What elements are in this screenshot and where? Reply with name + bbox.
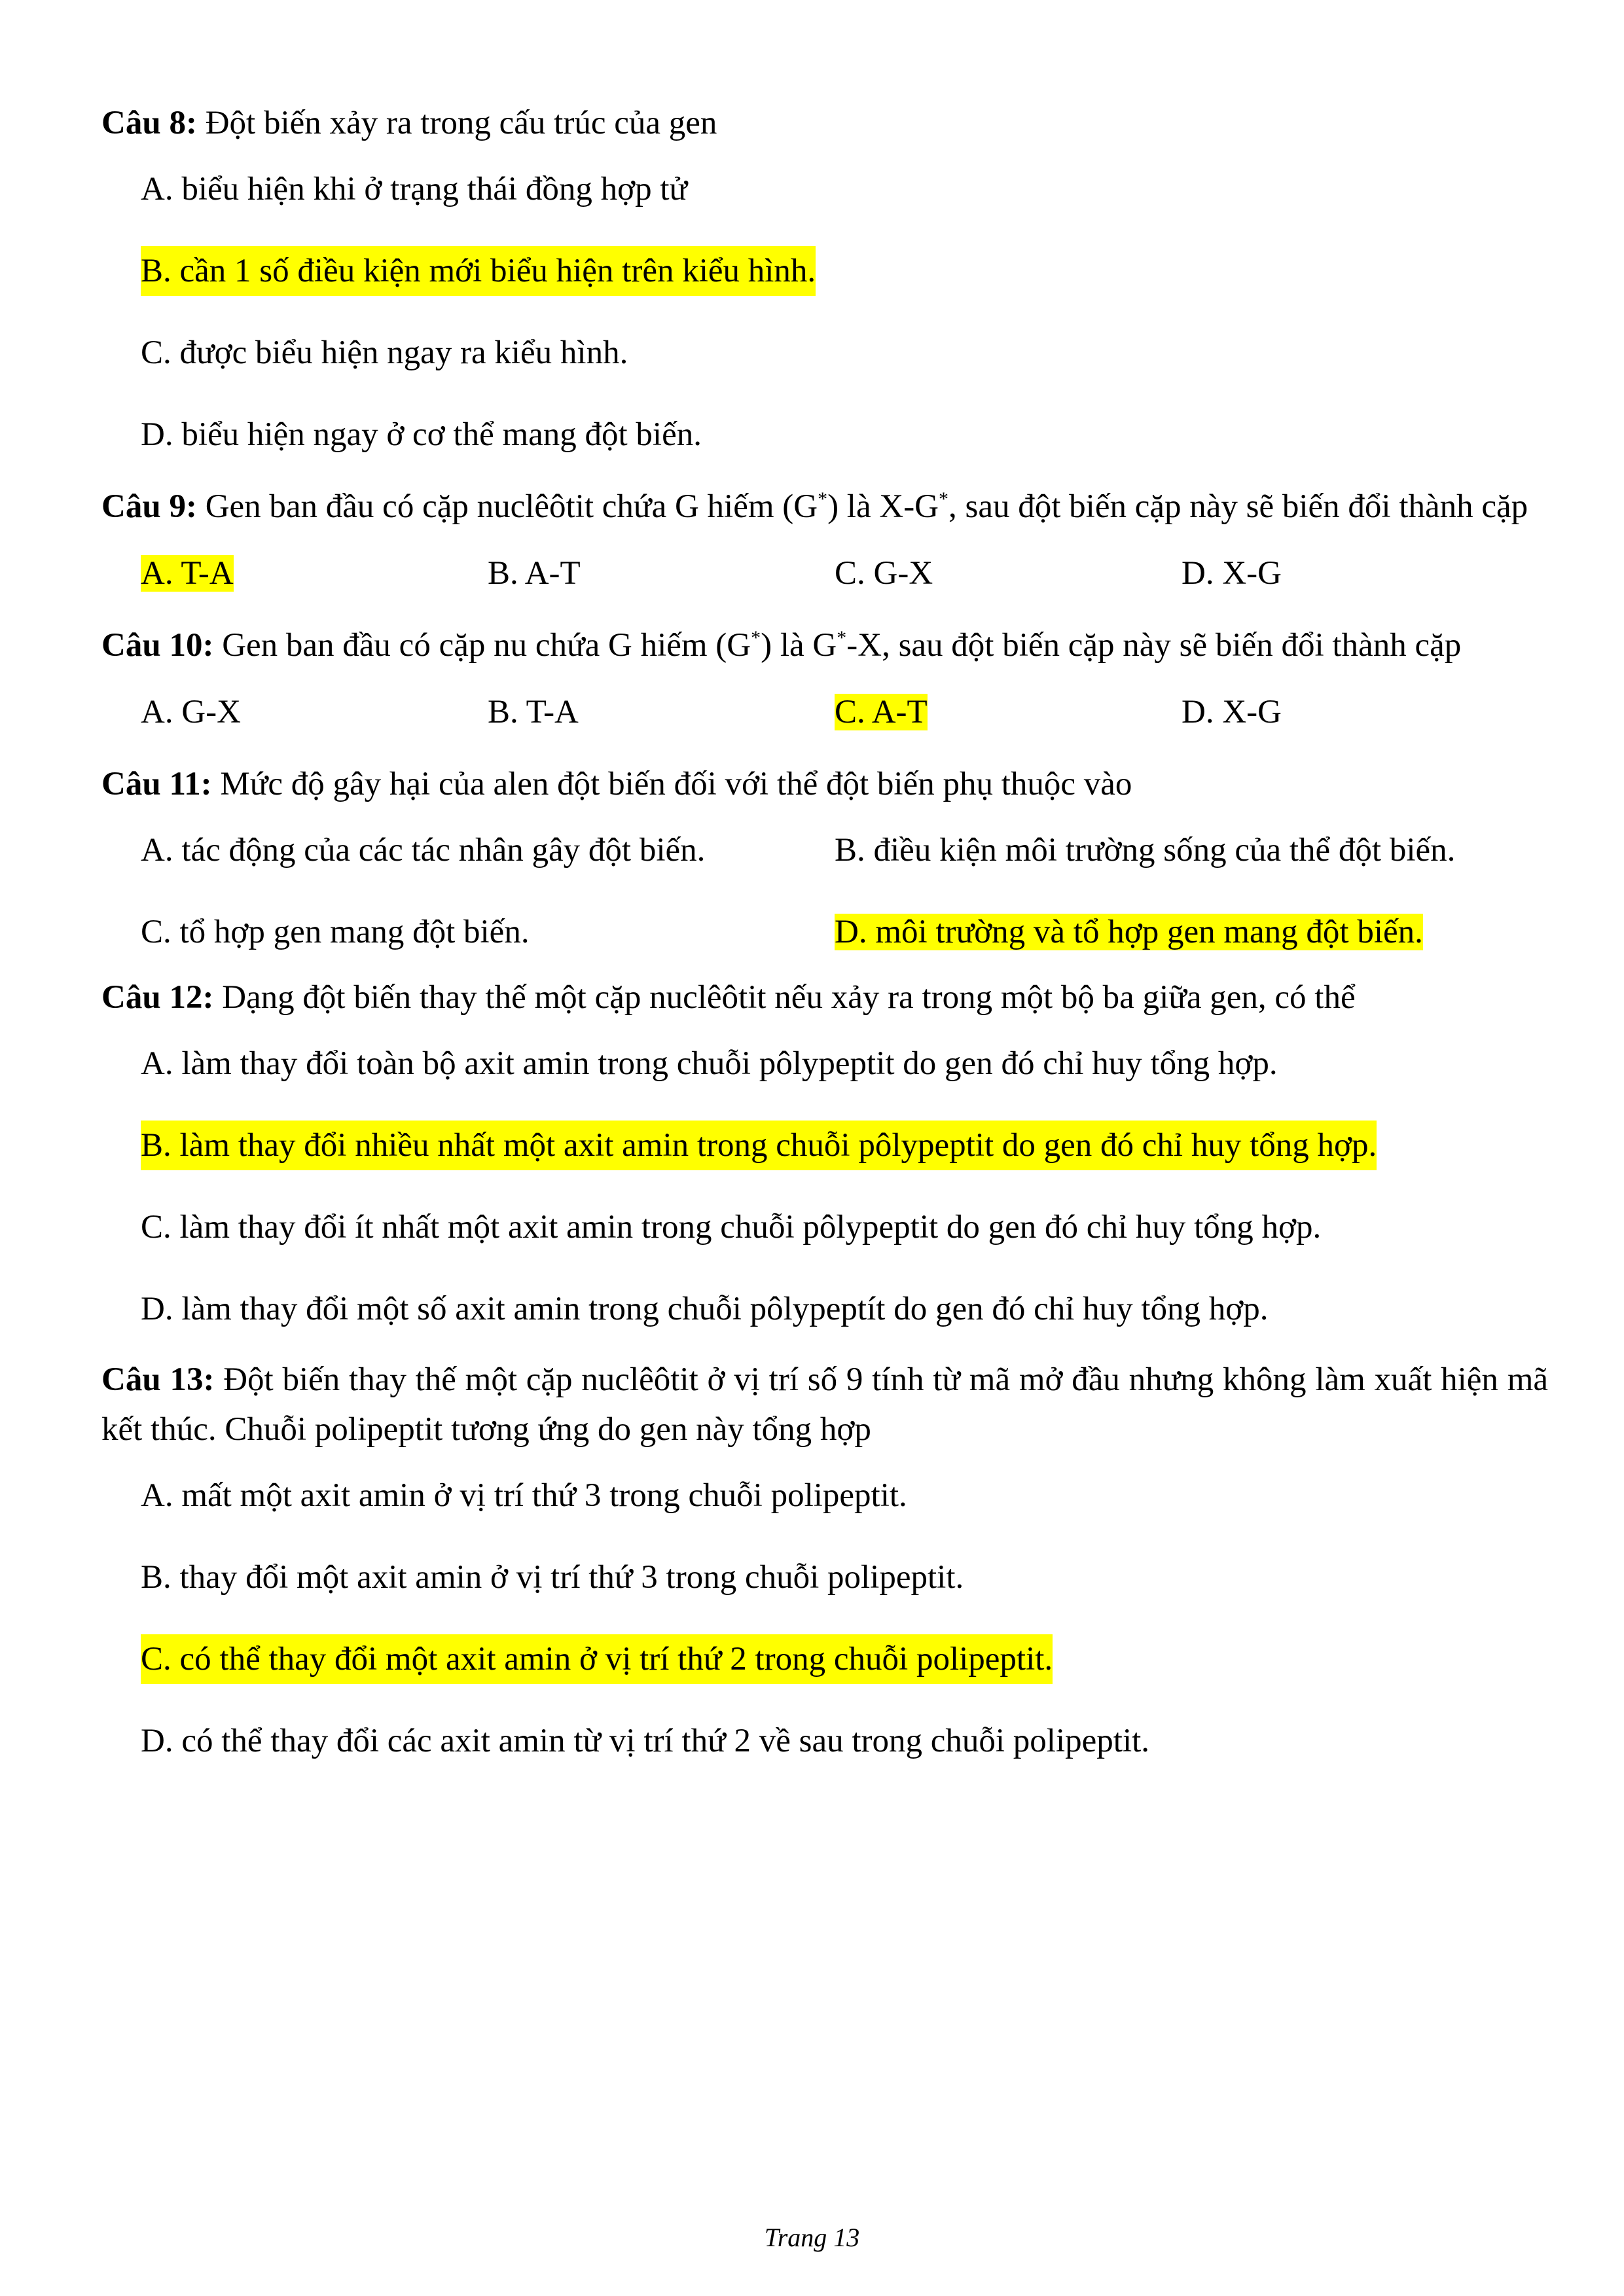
superscript: * [837, 627, 847, 649]
option-13b[interactable]: B. thay đổi một axit amin ở vị trí thứ 3 trong chuỗi polipeptit. [141, 1558, 964, 1596]
superscript: * [818, 488, 828, 510]
option-row [141, 1186, 1548, 1268]
option-12a[interactable]: A. làm thay đổi toàn bộ axit amin trong chuỗi pôlypeptit do gen đó chỉ huy tổng hợp. [141, 1045, 1278, 1082]
question-9-text-part: ) là X-G [827, 488, 939, 525]
question-9-text-part: , sau đột biến cặp này sẽ biến đổi thành cặp [948, 488, 1528, 525]
superscript: * [751, 627, 761, 649]
page-content [101, 98, 1548, 1782]
question-10-text-part: ) là G [761, 627, 837, 664]
page-number: Trang 13 [764, 2223, 860, 2252]
question-11-text: Mức độ gây hại của alen đột biến đối với thể đột biến phụ thuộc vào [211, 766, 1132, 802]
question-11-options [101, 809, 1548, 973]
option-row [141, 230, 1548, 312]
question-12-options [101, 1022, 1548, 1350]
option-11d-highlighted[interactable]: D. môi trường và tổ hợp gen mang đột biến. [835, 913, 1423, 950]
option-row [141, 1104, 1548, 1186]
question-9 [101, 482, 1548, 531]
option-9a-wrap [141, 548, 488, 598]
question-11 [101, 759, 1548, 809]
question-8-label: Câu 8: [101, 105, 197, 141]
question-11-label: Câu 11: [101, 766, 212, 802]
question-9-options [101, 531, 1548, 615]
option-row [141, 1536, 1548, 1618]
option-row [141, 531, 1548, 615]
option-9c[interactable]: C. G-X [835, 555, 933, 592]
option-row [141, 312, 1548, 393]
option-row [141, 1454, 1548, 1536]
option-12c[interactable]: C. làm thay đổi ít nhất một axit amin trong chuỗi pôlypeptit do gen đó chỉ huy tổng hợp. [141, 1208, 1322, 1246]
option-row [141, 1700, 1548, 1782]
question-9-label: Câu 9: [101, 488, 197, 525]
question-10 [101, 620, 1548, 670]
option-12b-highlighted[interactable]: B. làm thay đổi nhiều nhất một axit amin trong chuỗi pôlypeptit do gen đó chỉ huy tổng hợp. [141, 1121, 1377, 1170]
option-10d[interactable]: D. X-G [1182, 694, 1282, 730]
question-10-stem [101, 620, 1548, 670]
option-10b[interactable]: B. T-A [488, 694, 579, 730]
option-8d[interactable]: D. biểu hiện ngay ở cơ thể mang đột biến. [141, 416, 702, 453]
option-row [141, 1022, 1548, 1104]
question-12-label: Câu 12: [101, 979, 214, 1016]
option-13d[interactable]: D. có thể thay đổi các axit amin từ vị trí thứ 2 về sau trong chuỗi polipeptit. [141, 1722, 1150, 1759]
option-11c[interactable]: C. tổ hợp gen mang đột biến. [141, 913, 530, 950]
question-9-stem [101, 482, 1548, 531]
option-12d[interactable]: D. làm thay đổi một số axit amin trong chuỗi pôlypeptít do gen đó chỉ huy tổng hợp. [141, 1290, 1269, 1327]
option-row [141, 809, 1548, 891]
question-10-text-part: Gen ban đầu có cặp nu chứa G hiếm (G [213, 627, 751, 664]
option-row [141, 891, 1548, 973]
option-row [141, 1618, 1548, 1700]
option-9a-highlighted[interactable]: A. T-A [141, 555, 234, 592]
question-10-label: Câu 10: [101, 627, 214, 664]
option-row [141, 148, 1548, 230]
question-8 [101, 98, 1548, 148]
superscript: * [939, 488, 949, 510]
option-8a[interactable]: A. biểu hiện khi ở trạng thái đồng hợp tử [141, 170, 688, 207]
option-10a[interactable]: A. G-X [141, 694, 241, 730]
question-12-text: Dạng đột biến thay thế một cặp nuclêôtit nếu xảy ra trong một bộ ba giữa gen, có thể [213, 979, 1356, 1016]
question-12 [101, 973, 1548, 1022]
question-8-options [101, 148, 1548, 475]
question-10-options [101, 670, 1548, 754]
question-11-stem [101, 759, 1548, 809]
option-9b[interactable]: B. A-T [488, 555, 581, 592]
option-11b[interactable]: B. điều kiện môi trường sống của thể đột biến. [835, 831, 1456, 869]
option-13c-highlighted[interactable]: C. có thể thay đổi một axit amin ở vị trí thứ 2 trong chuỗi polipeptit. [141, 1634, 1053, 1684]
question-8-stem [101, 98, 717, 148]
option-11d-wrap [835, 907, 1528, 957]
option-11a[interactable]: A. tác động của các tác nhân gây đột biến. [141, 831, 706, 869]
option-row [141, 1268, 1548, 1350]
option-row [141, 393, 1548, 475]
option-row [141, 670, 1548, 754]
question-13-label: Câu 13: [101, 1361, 215, 1398]
option-13a[interactable]: A. mất một axit amin ở vị trí thứ 3 trong chuỗi polipeptit. [141, 1477, 907, 1514]
question-10-text-part: -X, sau đột biến cặp này sẽ biến đổi thành cặp [846, 627, 1462, 664]
option-8c[interactable]: C. được biểu hiện ngay ra kiểu hình. [141, 334, 628, 371]
option-10c-wrap [835, 687, 1182, 737]
question-9-text-part: Gen ban đầu có cặp nuclêôtit chứa G hiếm (G [196, 488, 818, 525]
option-8b-highlighted[interactable]: B. cần 1 số điều kiện mới biểu hiện trên kiểu hình. [141, 246, 816, 296]
question-13 [101, 1355, 1548, 1454]
question-13-options [101, 1454, 1548, 1782]
question-12-stem [101, 973, 1548, 1022]
option-9d[interactable]: D. X-G [1182, 555, 1282, 592]
question-8-text: Đột biến xảy ra trong cấu trúc của gen [196, 105, 717, 141]
question-13-text: Đột biến thay thế một cặp nuclêôtit ở vị trí số 9 tính từ mã mở đầu nhưng không làm xuất hiện mã kết thúc. Chuỗi polipeptit tương ứng do gen này tổng hợp [101, 1361, 1548, 1448]
question-13-stem [101, 1355, 1548, 1454]
option-10c-highlighted[interactable]: C. A-T [835, 694, 928, 730]
